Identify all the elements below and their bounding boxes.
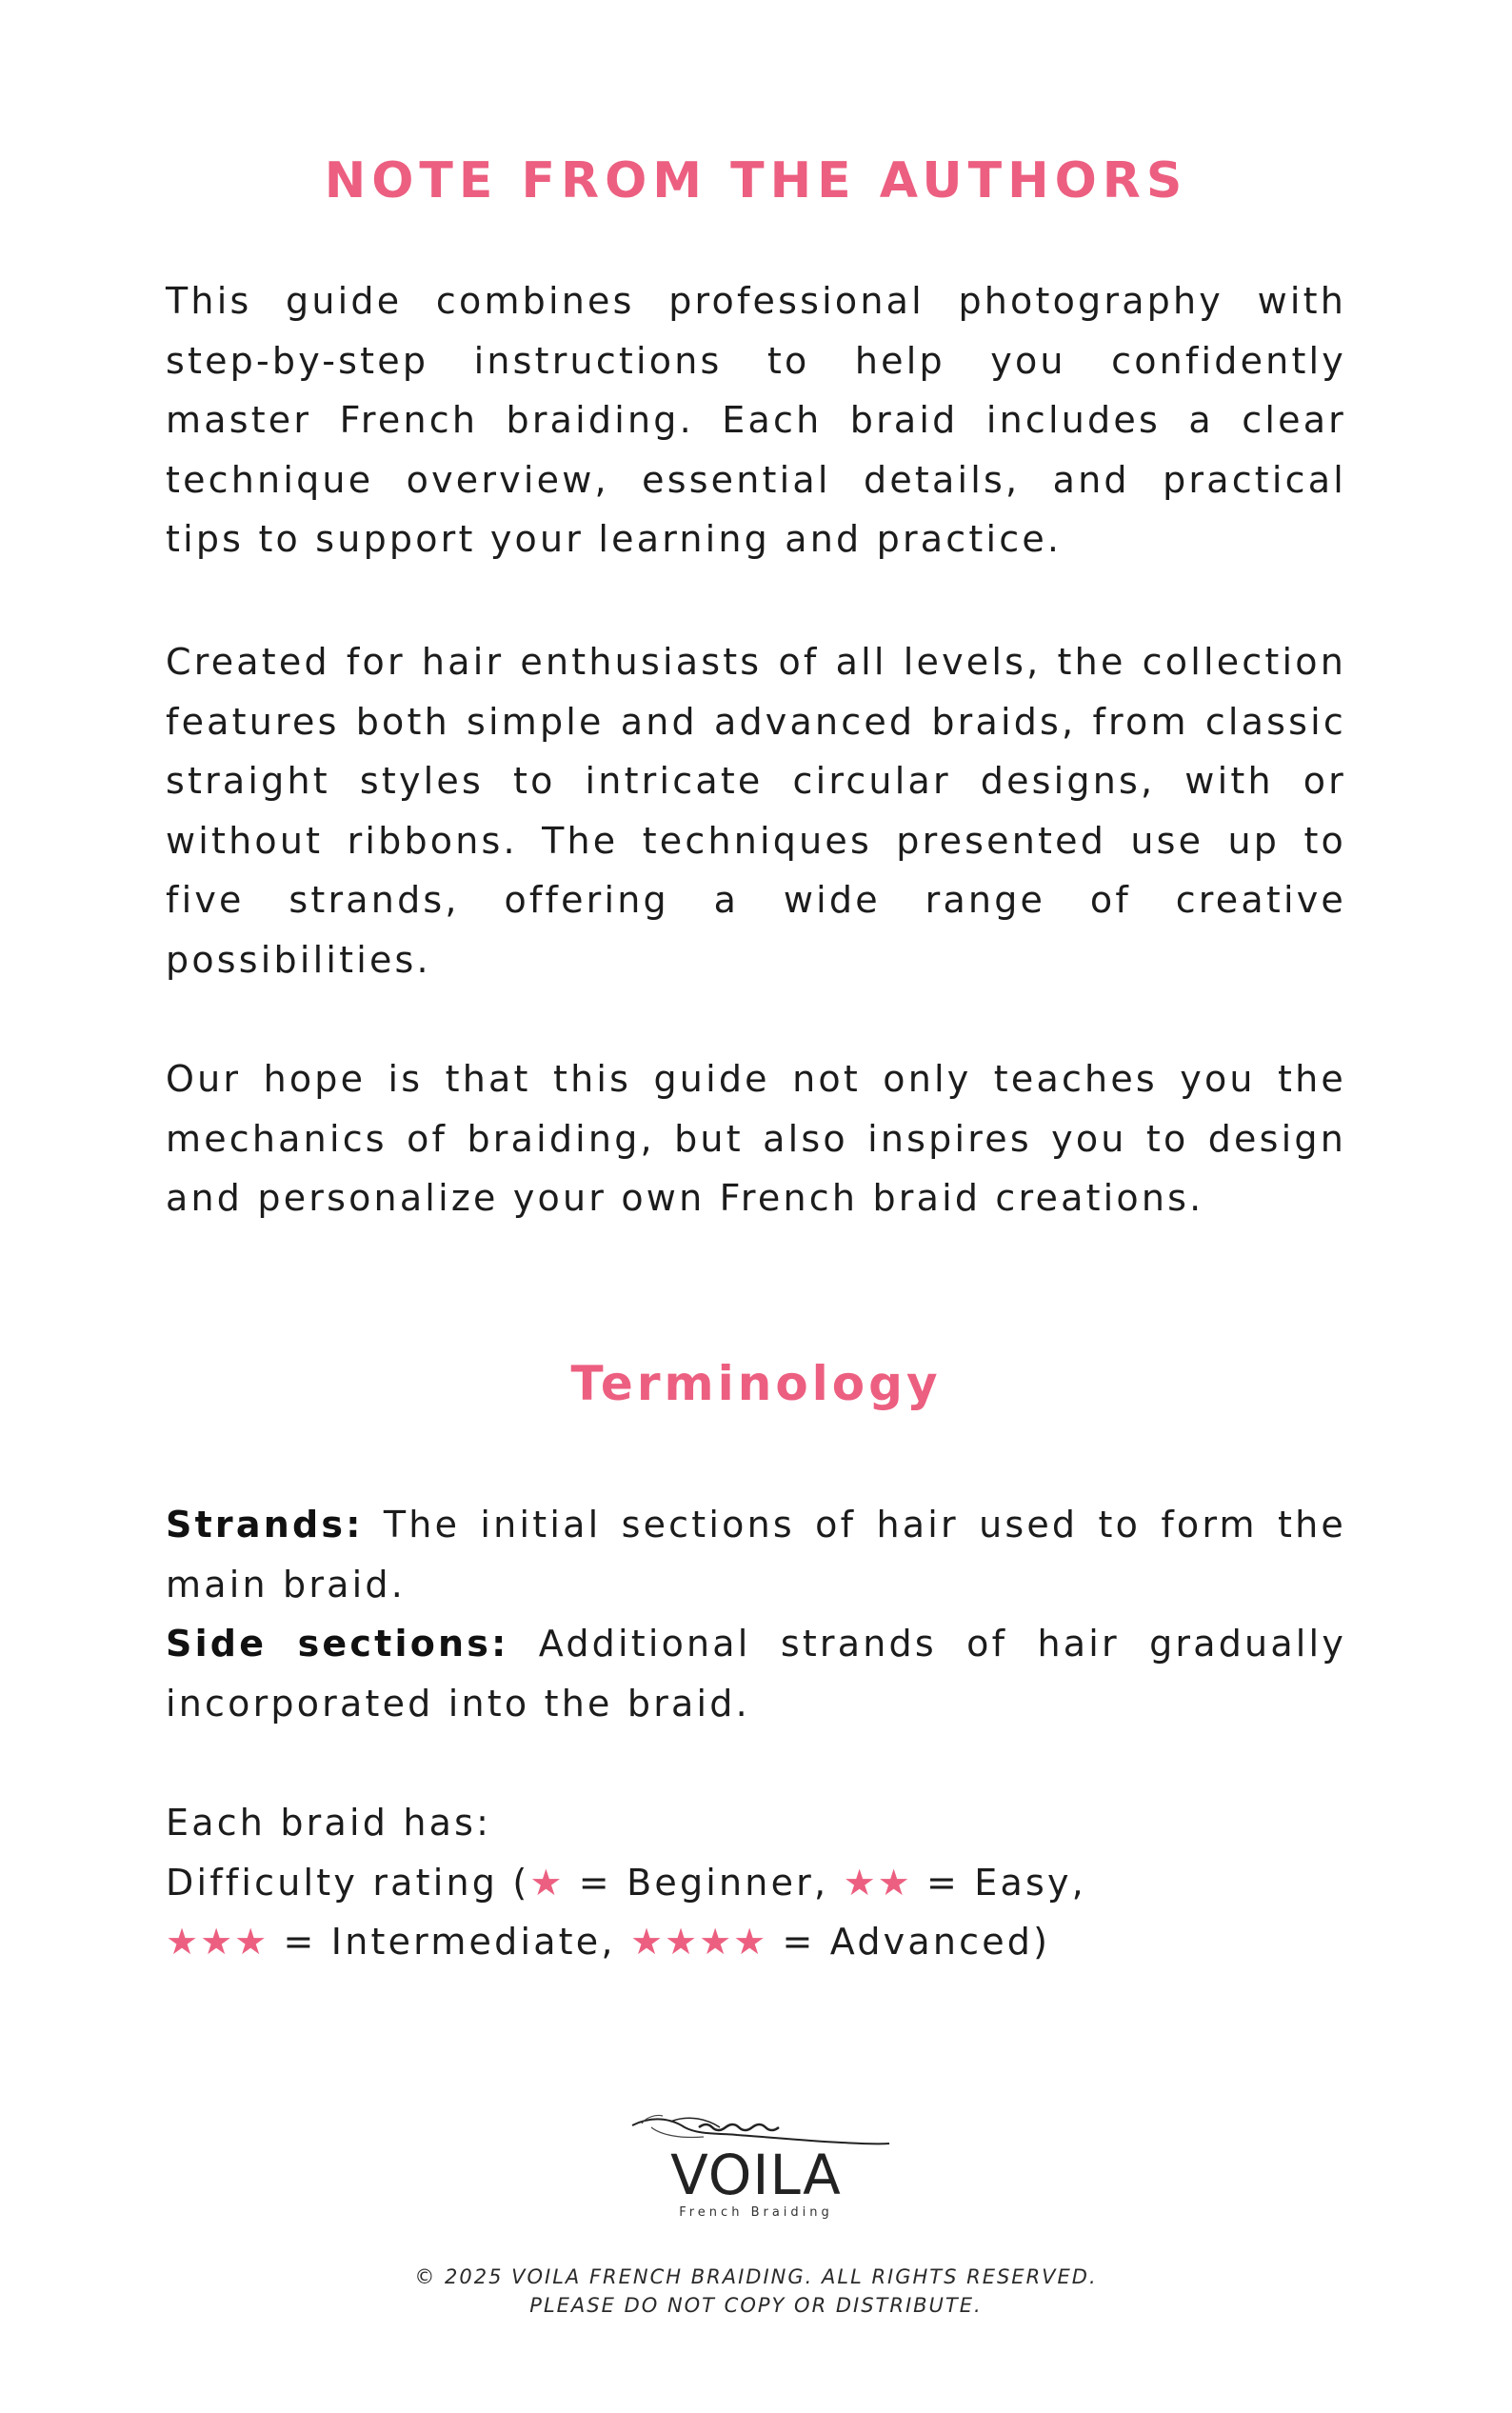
intro-paragraph-1: This guide combines professional photography with step-by-step instructions to help you confidently master French braiding. Each braid includes a clear technique overview, essential details, and practical tips to support your learning and practice. [166,280,1346,560]
page-title: NOTE FROM THE AUTHORS [324,152,1188,209]
intro-paragraph-2: Created for hair enthusiasts of all levels, the collection features both simple and advanced braids, from classic straight styles to intricate circular designs, with or without ribbons. The techniques presented use up to five strands, offering a wide range of creative possibilities. [166,641,1346,981]
star-icon-beginner: ★ [529,1861,565,1904]
star-icon-advanced: ★★★★ [629,1921,768,1963]
star-icon-intermediate: ★★★ [166,1921,269,1963]
difficulty-line-2 [166,1912,1346,1972]
copyright-line: © 2025 VOILA FRENCH BRAIDING. ALL RIGHTS RESERVED. [414,2265,1098,2288]
term-definition: The initial sections of hair used to form the main braid. [166,1504,1346,1605]
distribution-notice: PLEASE DO NOT COPY OR DISTRIBUTE. [529,2294,983,2317]
logo-wordmark: VOILA [670,2143,842,2207]
terminology-list [166,1495,1346,1733]
difficulty-label-beginner: = Beginner, [564,1861,844,1904]
difficulty-label-advanced: = Advanced) [767,1921,1051,1963]
term-definition: Additional strands of hair gradually incorporated into the braid. [166,1623,1347,1725]
difficulty-label-intermediate: = Intermediate, [269,1921,630,1963]
terminology-heading: Terminology [570,1356,942,1411]
term-item-strands [166,1495,1346,1614]
term-name: Side sections: [166,1623,509,1665]
difficulty-label-easy: = Easy, [911,1861,1086,1904]
star-icon-easy: ★★ [843,1861,912,1904]
logo-subtitle: French Braiding [679,2205,833,2220]
term-name: Strands: [166,1504,364,1546]
each-braid-label: Each braid has: [166,1802,492,1844]
difficulty-prefix: Difficulty rating ( [166,1861,530,1904]
copyright-footer [0,2263,1512,2320]
term-item-side-sections [166,1614,1346,1733]
brand-logo [613,2106,899,2230]
intro-paragraph-3: Our hope is that this guide not only teaches you the mechanics of braiding, but also inspires you to design and personalize your own French braid creations. [166,1058,1346,1219]
difficulty-line-1 [166,1853,1346,1913]
difficulty-legend [166,1793,1346,1972]
